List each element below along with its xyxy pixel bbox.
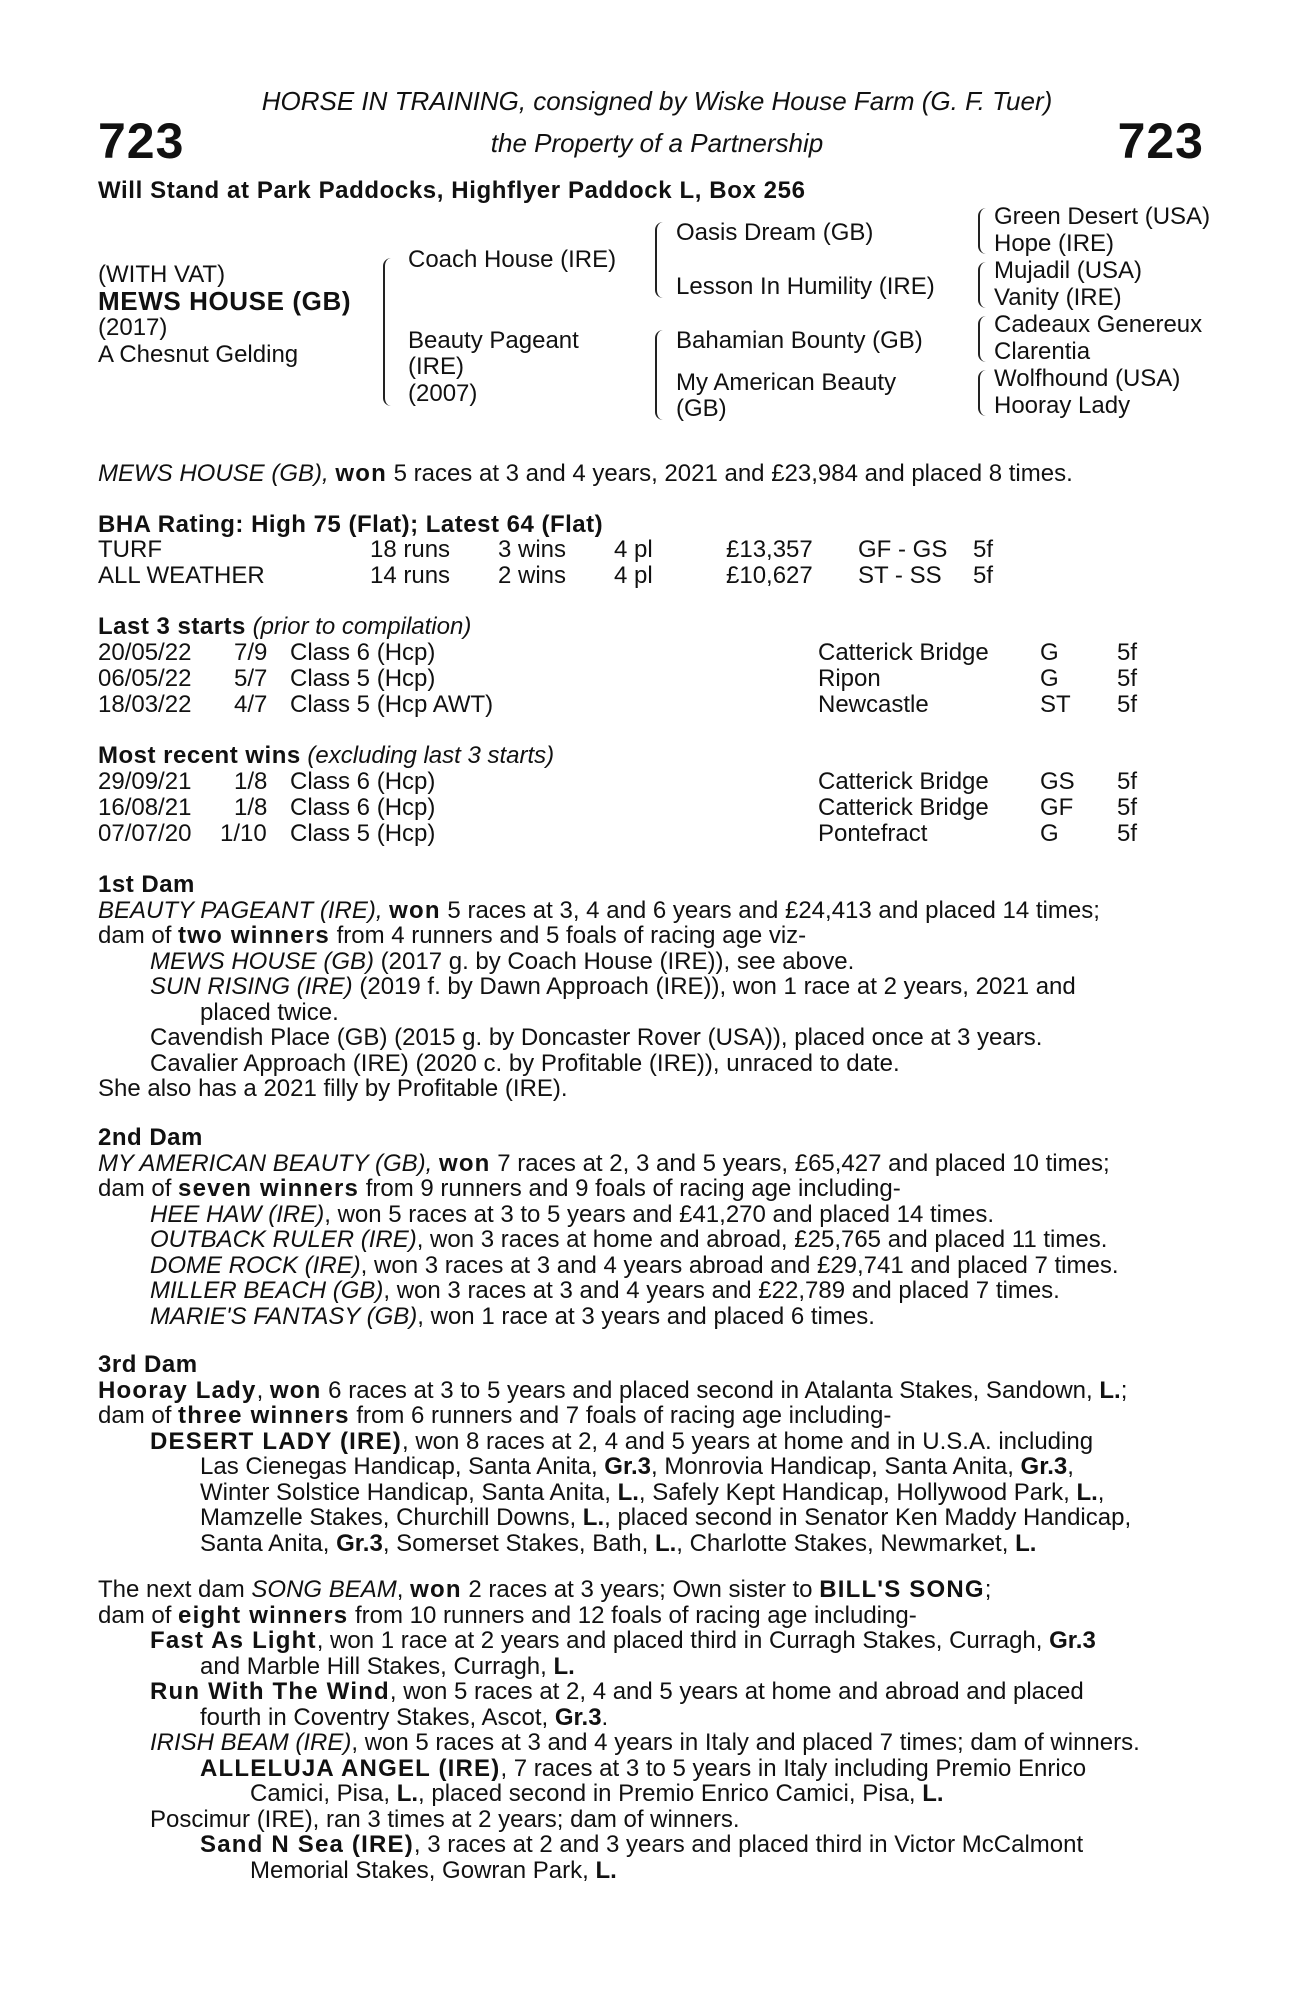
consignor-line: HORSE IN TRAINING, consigned by Wiske House Farm (G. F. Tuer) bbox=[261, 86, 1053, 116]
produce-item bbox=[98, 1227, 1208, 1253]
rating-aw-going: ST - SS bbox=[858, 562, 942, 589]
listed-mark: L. bbox=[396, 1780, 419, 1807]
rating-turf-prize: £13,357 bbox=[726, 536, 813, 563]
text: , bbox=[1067, 1453, 1074, 1480]
start-going: G bbox=[1040, 665, 1059, 692]
text: , Monrovia Handicap, Santa Anita, bbox=[650, 1453, 1021, 1480]
horse-name: MEWS HOUSE (GB) bbox=[98, 286, 352, 316]
start-class: Class 5 (Hcp) bbox=[290, 665, 436, 692]
start-course: Ripon bbox=[818, 665, 881, 692]
horse-description: A Chesnut Gelding bbox=[98, 341, 299, 368]
produce-item-cont bbox=[98, 1454, 1208, 1480]
third-dam-section bbox=[98, 1352, 1208, 1556]
text: dam of bbox=[98, 1601, 179, 1629]
produce-item-cont bbox=[98, 1480, 1208, 1506]
produce-item bbox=[98, 1628, 1208, 1654]
produce-item bbox=[98, 1429, 1208, 1455]
third-dam-title: 3rd Dam bbox=[98, 1351, 198, 1378]
produce-item bbox=[98, 1679, 1208, 1705]
winners-count: seven winners bbox=[178, 1175, 360, 1202]
first-dam-title: 1st Dam bbox=[98, 871, 195, 898]
listed-mark: L. bbox=[582, 1504, 605, 1531]
produce-record: , won 5 races at 3 and 4 years in Italy and placed 7 times; dam of winners. bbox=[351, 1729, 1140, 1756]
text: , Safely Kept Handicap, Hollywood Park, bbox=[638, 1478, 1077, 1506]
text: Camici, Pisa, bbox=[250, 1780, 397, 1807]
grade-mark: Gr.3 bbox=[1020, 1453, 1068, 1480]
win-course: Catterick Bridge bbox=[818, 794, 989, 821]
produce-item-cont: placed twice. bbox=[200, 998, 339, 1026]
dam-sire: Bahamian Bounty (GB) bbox=[676, 327, 923, 354]
produce-name: DOME ROCK (IRE) bbox=[150, 1251, 361, 1279]
text: from 4 runners and 5 foals of racing age viz- bbox=[329, 922, 807, 949]
produce-name: Sand N Sea (IRE) bbox=[200, 1831, 414, 1858]
second-dam-section bbox=[98, 1125, 1208, 1329]
dam-dam-origin: (GB) bbox=[676, 395, 727, 422]
last-starts-title: Last 3 starts bbox=[98, 613, 246, 640]
text: The next dam bbox=[98, 1576, 252, 1603]
produce-item: Cavalier Approach (IRE) (2020 c. by Profitable (IRE)), unraced to date. bbox=[150, 1049, 900, 1077]
listed-mark: L. bbox=[1015, 1529, 1037, 1557]
dam-name: MY AMERICAN BEAUTY (GB), bbox=[98, 1149, 433, 1177]
pedigree-brace-g3 bbox=[978, 316, 988, 362]
second-dam-line bbox=[98, 1151, 1208, 1177]
sire: Coach House (IRE) bbox=[408, 246, 617, 273]
grade-mark: Gr.3 bbox=[336, 1529, 383, 1557]
listed-mark: L. bbox=[595, 1856, 617, 1884]
rating-turf-wins: 3 wins bbox=[498, 536, 567, 563]
text: Winter Solstice Handicap, Santa Anita, bbox=[200, 1478, 618, 1506]
produce-name: ALLELUJA ANGEL (IRE) bbox=[200, 1754, 501, 1782]
start-position: 4/7 bbox=[234, 691, 268, 718]
produce-name: Fast As Light bbox=[150, 1627, 317, 1654]
listed-mark: L. bbox=[1076, 1478, 1098, 1506]
winners-count: three winners bbox=[178, 1402, 350, 1429]
produce-name: MEWS HOUSE (GB) bbox=[150, 947, 375, 975]
dam-name: Hooray Lady bbox=[98, 1376, 257, 1404]
text: from 6 runners and 7 foals of racing age including- bbox=[349, 1402, 892, 1429]
win-going: G bbox=[1040, 820, 1059, 847]
pedigree-brace-g1 bbox=[978, 208, 988, 254]
listed-mark: L. bbox=[553, 1652, 575, 1680]
rating-aw-wins: 2 wins bbox=[498, 562, 567, 589]
text: ; bbox=[1120, 1376, 1128, 1404]
dam-record: 6 races at 3 to 5 years and placed second in Atalanta Stakes, Sandown, bbox=[321, 1376, 1100, 1404]
win-date: 29/09/21 bbox=[98, 768, 192, 795]
win-position: 1/8 bbox=[234, 794, 268, 821]
lot-number-right: 723 bbox=[1117, 113, 1204, 169]
produce-record: , won 3 races at home and abroad, £25,765 and placed 11 times. bbox=[416, 1226, 1108, 1253]
gg-3: Mujadil (USA) bbox=[994, 257, 1143, 284]
produce-record: , won 5 races at 3 to 5 years and £41,270 and placed 14 times. bbox=[324, 1200, 994, 1228]
text: and Marble Hill Stakes, Curragh, bbox=[200, 1652, 554, 1680]
sister-name: BILL'S SONG bbox=[819, 1576, 985, 1603]
stand-location: Will Stand at Park Paddocks, Highflyer Paddock L, Box 256 bbox=[98, 177, 806, 204]
rating-turf-surface: TURF bbox=[98, 536, 162, 563]
produce-note: She also has a 2021 filly by Profitable (IRE). bbox=[98, 1075, 568, 1102]
dam-dam: My American Beauty bbox=[676, 369, 897, 396]
lot-number-left: 723 bbox=[98, 113, 185, 169]
text: , bbox=[1097, 1478, 1105, 1506]
start-date: 20/05/22 bbox=[98, 639, 192, 666]
produce-item: Poscimur (IRE), ran 3 times at 2 years; dam of winners. bbox=[150, 1805, 740, 1833]
rating-aw-placed: 4 pl bbox=[614, 562, 653, 589]
produce-record: (2019 f. by Dawn Approach (IRE)), won 1 race at 2 years, 2021 and bbox=[352, 973, 1076, 1000]
produce-item-cont bbox=[98, 1705, 1208, 1731]
pedigree-brace-main bbox=[383, 258, 393, 406]
winners-count: two winners bbox=[178, 922, 330, 949]
grand-produce-item bbox=[98, 1832, 1208, 1858]
produce-record: , 7 races at 3 to 5 years in Italy including Premio Enrico bbox=[500, 1754, 1087, 1782]
dam-record: 7 races at 2, 3 and 5 years, £65,427 and placed 10 times; bbox=[490, 1149, 1110, 1177]
win-course: Catterick Bridge bbox=[818, 768, 989, 795]
summary-horse-name: MEWS HOUSE (GB), bbox=[98, 460, 329, 487]
grand-produce-item bbox=[98, 1756, 1208, 1782]
recent-wins-note: (excluding last 3 starts) bbox=[307, 742, 555, 769]
first-dam-section bbox=[98, 872, 1208, 1102]
gg-7: Wolfhound (USA) bbox=[994, 365, 1181, 392]
start-position: 5/7 bbox=[234, 665, 268, 692]
grand-produce-item-cont bbox=[98, 1781, 1208, 1807]
produce-item-cont bbox=[98, 1505, 1208, 1531]
dam-name: BEAUTY PAGEANT (IRE), bbox=[98, 896, 383, 924]
won-word: won bbox=[389, 896, 441, 924]
text: ; bbox=[984, 1576, 992, 1603]
produce-record: , won 1 race at 3 years and placed 6 times. bbox=[417, 1302, 875, 1330]
rating-aw-dist: 5f bbox=[973, 562, 994, 589]
produce-name: Run With The Wind bbox=[150, 1678, 390, 1705]
produce-item bbox=[98, 1278, 1208, 1304]
text: Las Cienegas Handicap, Santa Anita, bbox=[200, 1453, 605, 1480]
win-class: Class 5 (Hcp) bbox=[290, 820, 436, 847]
produce-item bbox=[98, 1253, 1208, 1279]
rating-aw-runs: 14 runs bbox=[370, 562, 451, 589]
listed-mark: L. bbox=[654, 1529, 677, 1557]
win-date: 16/08/21 bbox=[98, 794, 192, 821]
win-dist: 5f bbox=[1117, 794, 1138, 821]
second-dam-title: 2nd Dam bbox=[98, 1124, 203, 1151]
text: , placed second in Senator Ken Maddy Handicap, bbox=[604, 1504, 1132, 1531]
text: dam of bbox=[98, 922, 179, 949]
recent-wins-heading bbox=[98, 743, 554, 769]
gg-2: Hope (IRE) bbox=[994, 230, 1115, 257]
start-date: 18/03/22 bbox=[98, 691, 192, 718]
produce-name: IRISH BEAM (IRE) bbox=[150, 1729, 352, 1756]
sire-sire: Oasis Dream (GB) bbox=[676, 219, 874, 246]
text: from 9 runners and 9 foals of racing age including- bbox=[359, 1175, 901, 1202]
start-dist: 5f bbox=[1117, 691, 1138, 718]
produce-record: , won 5 races at 2, 4 and 5 years at home and abroad and placed bbox=[389, 1678, 1084, 1705]
start-date: 06/05/22 bbox=[98, 665, 192, 692]
gg-6: Clarentia bbox=[994, 338, 1091, 365]
dam-name: Beauty Pageant bbox=[408, 327, 579, 354]
text: dam of bbox=[98, 1175, 179, 1202]
rating-aw-surface: ALL WEATHER bbox=[98, 562, 265, 589]
text: 2 races at 3 years; Own sister to bbox=[461, 1576, 820, 1603]
second-dam-produce-line bbox=[98, 1176, 1208, 1202]
produce-item-cont bbox=[98, 1654, 1208, 1680]
start-dist: 5f bbox=[1117, 639, 1138, 666]
vat-note: (WITH VAT) bbox=[98, 261, 226, 288]
next-dam-line bbox=[98, 1577, 1208, 1603]
grade-mark: Gr.3 bbox=[604, 1453, 651, 1480]
text: , bbox=[256, 1376, 270, 1404]
produce-record: , won 3 races at 3 and 4 years and £22,789 and placed 7 times. bbox=[383, 1277, 1060, 1304]
produce-name: MILLER BEACH (GB) bbox=[150, 1277, 384, 1304]
start-course: Catterick Bridge bbox=[818, 639, 989, 666]
property-line: the Property of a Partnership bbox=[490, 128, 824, 158]
produce-item-cont bbox=[98, 1531, 1208, 1557]
start-position: 7/9 bbox=[234, 639, 268, 666]
pedigree-brace-dam bbox=[655, 330, 665, 420]
produce-record: , won 1 race at 2 years and placed third in Curragh Stakes, Curragh, bbox=[316, 1627, 1050, 1654]
first-dam-line bbox=[98, 898, 1208, 924]
produce-item bbox=[98, 1730, 1208, 1756]
text: , Somerset Stakes, Bath, bbox=[382, 1529, 655, 1557]
first-dam-produce-line bbox=[98, 923, 1208, 949]
sire-dam: Lesson In Humility (IRE) bbox=[676, 273, 935, 300]
gg-5: Cadeaux Genereux bbox=[994, 311, 1203, 338]
produce-item bbox=[98, 1304, 1208, 1330]
produce-item bbox=[98, 1202, 1208, 1228]
summary-rest: 5 races at 3 and 4 years, 2021 and £23,984 and placed 8 times. bbox=[386, 460, 1073, 487]
produce-name: MARIE'S FANTASY (GB) bbox=[150, 1302, 418, 1330]
win-going: GS bbox=[1040, 768, 1075, 795]
next-dam-produce-line bbox=[98, 1603, 1208, 1629]
last-starts-heading bbox=[98, 614, 471, 640]
produce-name: SUN RISING (IRE) bbox=[150, 973, 353, 1000]
rating-turf-going: GF - GS bbox=[858, 536, 948, 563]
text: fourth in Coventry Stakes, Ascot, bbox=[200, 1703, 555, 1731]
produce-record: , won 8 races at 2, 4 and 5 years at home and in U.S.A. including bbox=[401, 1427, 1094, 1455]
grade-mark: Gr.3 bbox=[1049, 1627, 1096, 1654]
win-course: Pontefract bbox=[818, 820, 928, 847]
gg-8: Hooray Lady bbox=[994, 392, 1131, 419]
gg-1: Green Desert (USA) bbox=[994, 203, 1211, 230]
listed-mark: L. bbox=[922, 1780, 944, 1807]
last-starts-note: (prior to compilation) bbox=[252, 613, 472, 640]
dam-name: SONG BEAM bbox=[251, 1576, 397, 1603]
grade-mark: Gr.3 bbox=[554, 1703, 602, 1731]
winners-count: eight winners bbox=[178, 1601, 349, 1629]
produce-name: DESERT LADY (IRE) bbox=[150, 1427, 402, 1455]
start-course: Newcastle bbox=[818, 691, 929, 718]
win-going: GF bbox=[1040, 794, 1074, 821]
grand-produce-item-cont bbox=[98, 1858, 1208, 1884]
produce-item bbox=[98, 974, 1208, 1000]
produce-record: (2017 g. by Coach House (IRE)), see above. bbox=[374, 947, 855, 975]
text: Mamzelle Stakes, Churchill Downs, bbox=[200, 1504, 583, 1531]
text: , bbox=[396, 1576, 411, 1603]
won-word: won bbox=[269, 1376, 322, 1404]
rating-turf-dist: 5f bbox=[973, 536, 994, 563]
produce-record: , 3 races at 2 and 3 years and placed third in Victor McCalmont bbox=[413, 1831, 1084, 1858]
won-word: won bbox=[410, 1576, 462, 1603]
win-dist: 5f bbox=[1117, 768, 1138, 795]
rating-turf-placed: 4 pl bbox=[614, 536, 653, 563]
start-going: ST bbox=[1040, 691, 1071, 718]
dam-record: 5 races at 3, 4 and 6 years and £24,413 and placed 14 times; bbox=[440, 896, 1100, 924]
rating-aw-prize: £10,627 bbox=[726, 562, 813, 589]
text: , Charlotte Stakes, Newmarket, bbox=[676, 1529, 1016, 1557]
next-dam-section bbox=[98, 1577, 1208, 1883]
listed-mark: L. bbox=[1099, 1376, 1121, 1404]
produce-name: OUTBACK RULER (IRE) bbox=[150, 1226, 417, 1253]
text: Santa Anita, bbox=[200, 1529, 337, 1557]
third-dam-line bbox=[98, 1378, 1208, 1404]
start-dist: 5f bbox=[1117, 665, 1138, 692]
summary-won: won bbox=[335, 460, 387, 487]
listed-mark: L. bbox=[617, 1478, 639, 1506]
text: from 10 runners and 12 foals of racing age including- bbox=[348, 1601, 917, 1629]
start-class: Class 6 (Hcp) bbox=[290, 639, 436, 666]
gg-4: Vanity (IRE) bbox=[994, 284, 1122, 311]
text: dam of bbox=[98, 1402, 179, 1429]
bha-rating-title: BHA Rating: High 75 (Flat); Latest 64 (Flat) bbox=[98, 511, 604, 538]
dam-origin: (IRE) bbox=[408, 353, 464, 380]
win-position: 1/8 bbox=[234, 768, 268, 795]
win-class: Class 6 (Hcp) bbox=[290, 768, 436, 795]
text: Memorial Stakes, Gowran Park, bbox=[250, 1856, 596, 1884]
produce-item bbox=[98, 949, 1208, 975]
win-class: Class 6 (Hcp) bbox=[290, 794, 436, 821]
text: , placed second in Premio Enrico Camici, Pisa, bbox=[418, 1780, 923, 1807]
pedigree-brace-g4 bbox=[978, 370, 988, 416]
won-word: won bbox=[438, 1149, 491, 1177]
produce-item: Cavendish Place (GB) (2015 g. by Doncaster Rover (USA)), placed once at 3 years. bbox=[150, 1024, 1043, 1051]
produce-record: , won 3 races at 3 and 4 years abroad and £29,741 and placed 7 times. bbox=[360, 1251, 1119, 1279]
race-summary bbox=[98, 461, 1073, 487]
win-position: 1/10 bbox=[220, 820, 267, 847]
text: . bbox=[601, 1703, 609, 1731]
win-dist: 5f bbox=[1117, 820, 1138, 847]
dam-year: (2007) bbox=[408, 380, 478, 407]
horse-year: (2017) bbox=[98, 314, 168, 341]
pedigree-brace-sire bbox=[655, 222, 665, 298]
produce-name: HEE HAW (IRE) bbox=[150, 1200, 325, 1228]
third-dam-produce-line bbox=[98, 1403, 1208, 1429]
win-date: 07/07/20 bbox=[98, 820, 192, 847]
recent-wins-title: Most recent wins bbox=[98, 742, 301, 769]
start-going: G bbox=[1040, 639, 1059, 666]
rating-turf-runs: 18 runs bbox=[370, 536, 451, 563]
start-class: Class 5 (Hcp AWT) bbox=[290, 691, 494, 718]
pedigree-brace-g2 bbox=[978, 262, 988, 308]
